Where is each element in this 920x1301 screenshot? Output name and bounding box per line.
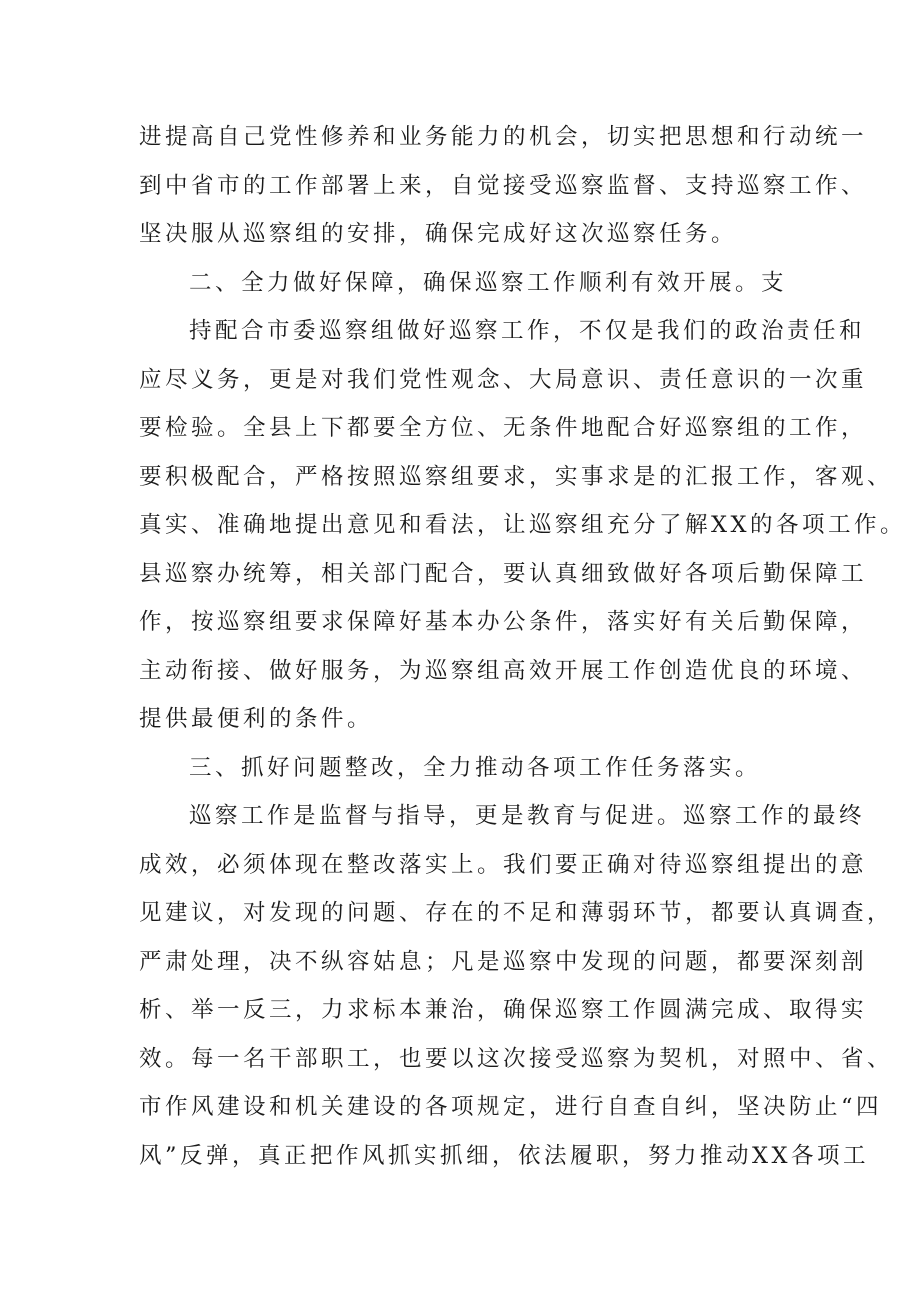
document-body	[139, 113, 907, 1180]
text-line: 持配合市委巡察组做好巡察工作，不仅是我们的政治责任和	[189, 318, 866, 344]
text-line: 析、举一反三，力求标本兼治，确保巡察工作圆满完成、取得实	[139, 997, 868, 1023]
text-line: 应尽义务，更是对我们党性观念、大局意识、责任意识的一次重	[139, 366, 868, 393]
text-line: 效。每一名干部职工，也要以这次接受巡察为契机，对照中、省、	[139, 1045, 894, 1072]
text-line: 巡察工作是监督与指导，更是教育与促进。巡察工作的最终	[189, 803, 866, 829]
text-line: 市作风建设和机关建设的各项规定，进行自查自纠，坚决防止“四	[139, 1094, 883, 1120]
text-line: 进提高自己党性修养和业务能力的机会，切实把思想和行动统一	[139, 124, 868, 150]
text-line: 坚决服从巡察组的安排，确保完成好这次巡察任务。	[139, 221, 738, 247]
text-line: 主动衔接、做好服务，为巡察组高效开展工作创造优良的环境、	[139, 657, 868, 684]
text-line: 县巡察办统筹，相关部门配合，要认真细致做好各项后勤保障工	[139, 560, 868, 587]
text-line: 提供最便利的条件。	[139, 706, 374, 732]
text-line: 真实、准确地提出意见和看法，让巡察组充分了解XX的各项工作。	[139, 512, 907, 538]
text-line: 风”反弹，真正把作风抓实抓细，依法履职，努力推动XX各项工	[139, 1142, 870, 1169]
text-line: 要积极配合，严格按照巡察组要求，实事求是的汇报工作，客观、	[139, 463, 894, 490]
text-line: 见建议，对发现的问题、存在的不足和薄弱环节，都要认真调查，	[139, 900, 894, 926]
text-line: 要检验。全县上下都要全方位、无条件地配合好巡察组的工作，	[139, 415, 868, 441]
text-line: 成效，必须体现在整改落实上。我们要正确对待巡察组提出的意	[139, 851, 868, 878]
text-line: 到中省市的工作部署上来，自觉接受巡察监督、支持巡察工作、	[139, 172, 868, 199]
text-line: 三、抓好问题整改，全力推动各项工作任务落实。	[189, 754, 762, 781]
text-line: 严肃处理，决不纵容姑息；凡是巡察中发现的问题，都要深刻剖	[139, 948, 868, 975]
text-line: 作，按巡察组要求保障好基本办公条件，落实好有关后勤保障，	[139, 609, 868, 635]
text-line: 二、全力做好保障，确保巡察工作顺利有效开展。支	[189, 269, 788, 296]
